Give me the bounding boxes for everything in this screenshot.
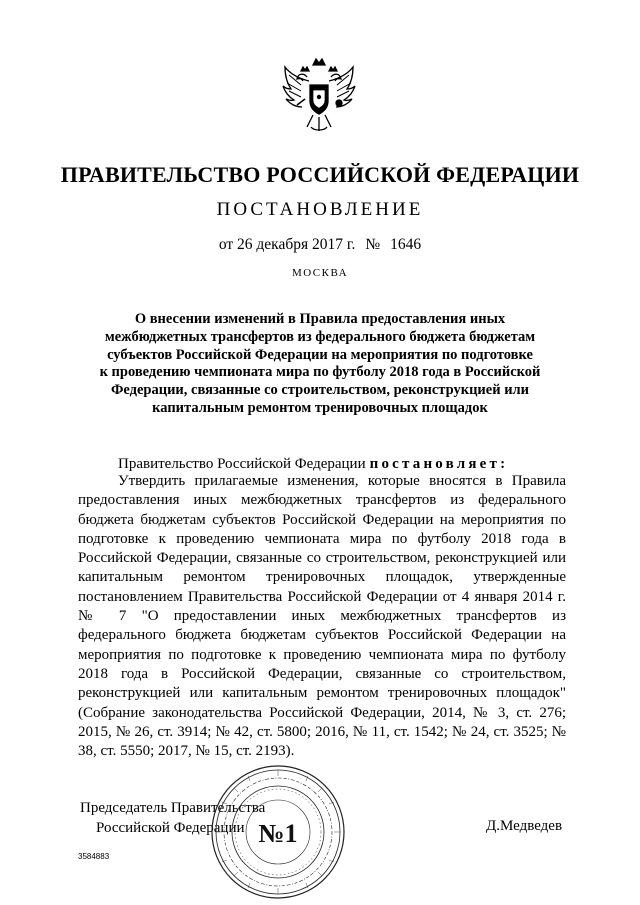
- city-label: МОСКВА: [291, 267, 349, 279]
- decree-date: от 26 декабря 2017 г.: [218, 236, 356, 253]
- seal-number: №1: [258, 819, 298, 848]
- decree-number: 1646: [390, 236, 422, 253]
- decree-subject: [90, 311, 550, 418]
- decree-date-line: [0, 236, 640, 254]
- preamble-text: Правительство Российской Федерации: [118, 456, 366, 472]
- signatory-position-line: Российской Федерации: [96, 820, 245, 836]
- government-title: ПРАВИТЕЛЬСТВО РОССИЙСКОЙ ФЕДЕРАЦИИ: [60, 162, 580, 187]
- subject-line: капитальным ремонтом тренировочных площадок: [152, 399, 488, 416]
- signatory-name: Д.Медведев: [486, 818, 563, 834]
- coat-of-arms-icon: [279, 55, 359, 139]
- subject-line: субъектов Российской Федерации на мероприятия по подготовке: [107, 346, 533, 363]
- subject-line: к проведению чемпионата мира по футболу 2018 года в Российской: [99, 364, 541, 381]
- number-sign: №: [365, 236, 381, 253]
- official-seal-stamp: [208, 762, 348, 902]
- subject-line: О внесении изменений в Правила предоставления иных: [134, 311, 506, 327]
- decree-body-paragraph: Утвердить прилагаемые изменения, которые вносятся в Правила предоставления иных межбюджетных трансфертов из федерального бюджета бюджетам субъектов Российской Федерации на мероприятия по подготовке к проведению чемпионата мира по футболу 2018 года в Российской Федерации, связанные со строительством, реконструкцией или капитальным ремонтом тренировочных площадок, утвержденные постановлением Правительства Российской Федерации от 4 января 2014 г. № 7 "О предоставлении иных межбюджетных трансфертов из федерального бюджета бюджетам субъектов Российской Федерации на мероприятия по подготовке к проведению чемпионата мира по футболу 2018 года в Российской Федерации, связанные со строительством, реконструкцией или капитальным ремонтом тренировочных площадок" (Собрание законодательства Российской Федерации, 2014, № 3, ст. 276; 2015, № 26, ст. 3914; № 42, ст. 5800; 2016, № 11, ст. 1542; № 24, ст. 3525; № 38, ст. 5550; 2017, № 15, ст. 2193).: [78, 473, 566, 760]
- document-type: ПОСТАНОВЛЕНИЕ: [216, 199, 424, 220]
- signatory-position-line: Председатель Правительства: [80, 800, 266, 816]
- subject-line: Федерации, связанные со строительством, реконструкцией или: [110, 382, 530, 399]
- preamble-action: постановляет:: [369, 456, 509, 472]
- subject-line: межбюджетных трансфертов из федерального бюджета бюджетам: [104, 328, 536, 345]
- document-number: 3584883: [78, 852, 110, 861]
- preamble: [118, 456, 508, 473]
